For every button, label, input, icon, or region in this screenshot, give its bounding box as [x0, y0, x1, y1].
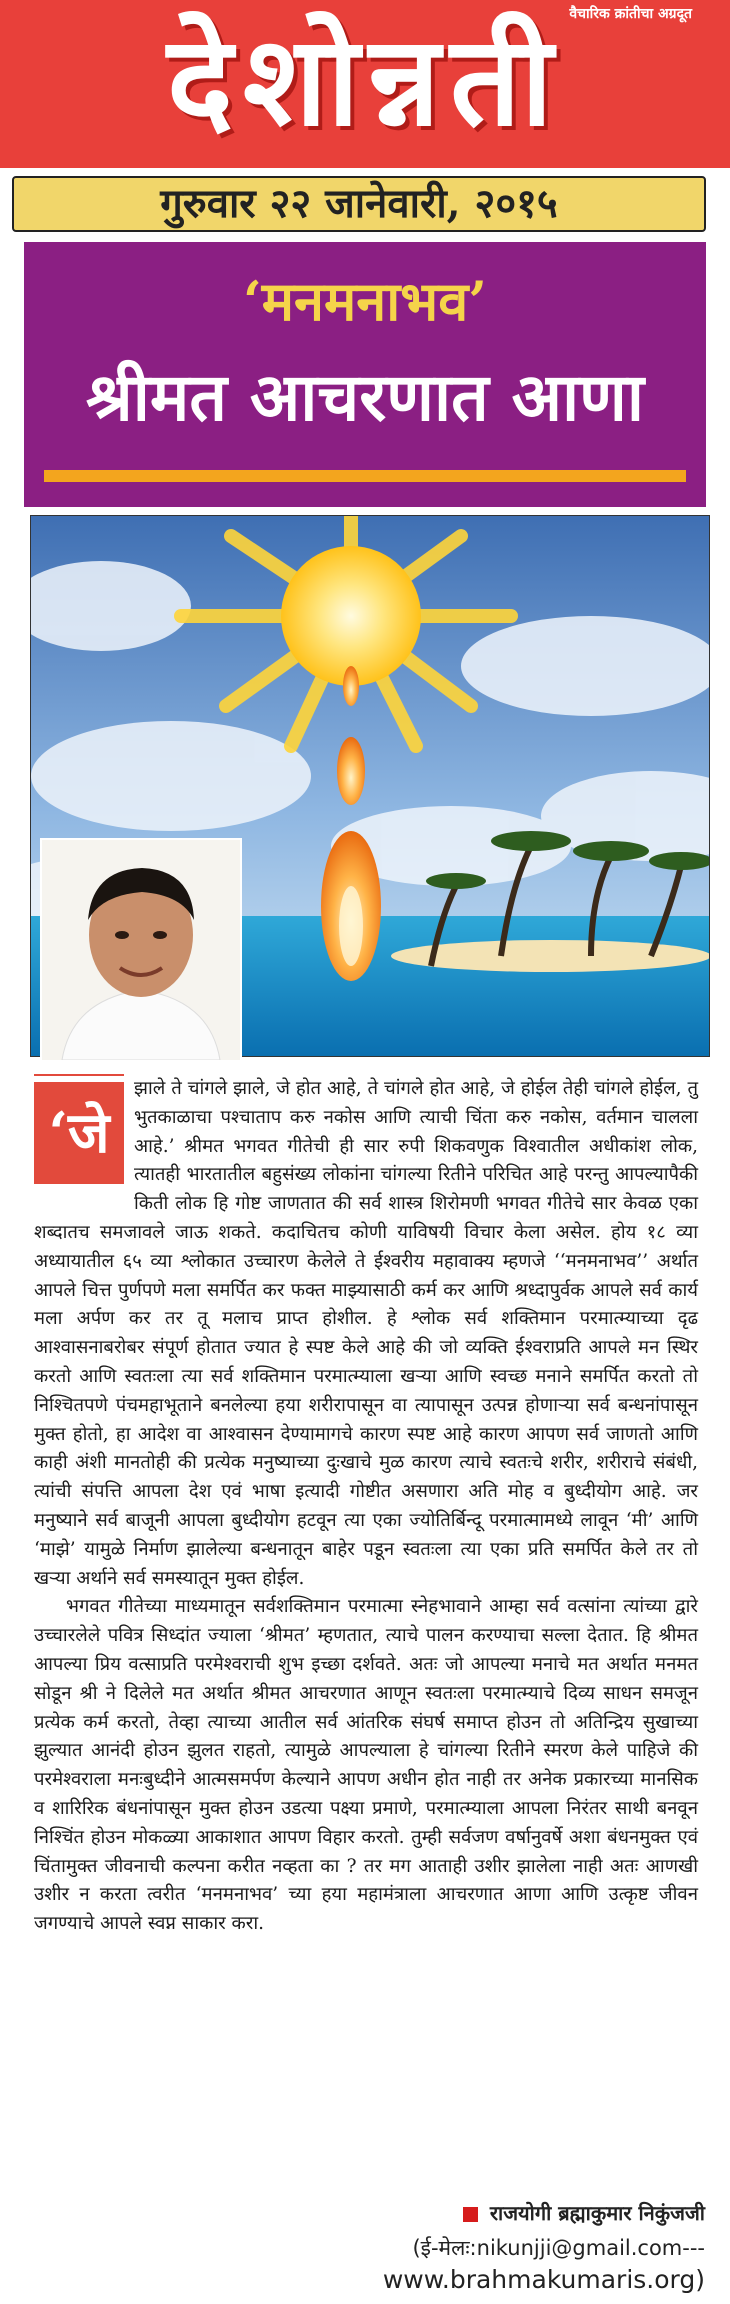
author-website: www.brahmakumaris.org)	[382, 2265, 705, 2294]
article-body	[34, 1075, 698, 1939]
dropcap-spacer	[34, 1075, 134, 1191]
article-paragraph-2: भगवत गीतेच्या माध्यमातून सर्वशक्तिमान परमात्मा स्नेहभावाने आम्हा सर्व वत्सांना त्यांच्या द्वारे उच्चारलेले पवित्र सिध्दांत ज्याला ‘श्रीमत’ म्हणतात, त्याचे पालन करण्याचा सल्ला देतात. हि श्रीमत आपल्या प्रिय वत्साप्रति परमेश्वराची शुभ इच्छा दर्शवते. अतः जो आपल्या मनाचे मत अर्थात मनमत सोडून श्री ने दिलेले मत अर्थात श्रीमत आचरणात आणून स्वतःला परमात्म्याचे दिव्य साधन समजून प्रत्येक कर्म करतो, तेव्हा त्याच्या आतील सर्व आंतरिक संघर्ष समाप्त होउन तो अतिन्द्रिय सुखाच्या झुल्यात आनंदी होउन झुलत राहतो, त्यामुळे आपल्याला हे चांगल्या रितीने स्मरण केले पाहिजे की परमेश्वराला मनःबुध्दीने आत्मसमर्पण केल्याने आपण अधीन होत नाही तर अनेक प्रकारच्या मानसिक व शारिरिक बंधनांपासून मुक्त होउन उडत्या पक्ष्या प्रमाणे, परमात्म्याला आपला निरंतर साथी बनवून निश्चिंत होउन मोकळ्या आकाशात आपण विहार करतो. तुम्ही सर्वजण वर्षानुवर्षे अशा बंधनमुक्त एवं चिंतामुक्त जीवनाची कल्पना करीत नव्हता का ? तर मग आताही उशीर झालेला नाही अतः आणखी उशीर न करता त्वरीत ‘मनमनाभव’ च्या हया महामंत्राला आचरणात आणा आणि उत्कृष्ट जीवन जगण्याचे आपले स्वप्न साकार करा.	[34, 1596, 698, 1935]
headline-underline	[44, 470, 686, 482]
author-email: (ई-मेलः:nikunjji@gmail.com---	[412, 2236, 705, 2260]
masthead-tagline: वैचारिक क्रांतीचा अग्रदूत	[569, 6, 692, 22]
newspaper-logo: देशोन्नती	[167, 9, 563, 154]
masthead	[0, 0, 730, 168]
headline-banner	[24, 242, 706, 507]
author-name: राजयोगी ब्रह्माकुमार निकुंजजी	[489, 2201, 705, 2225]
bullet-square-icon	[463, 2207, 478, 2222]
headline-title: श्रीमत आचरणात आणा	[86, 358, 644, 436]
article-paragraph-1: झाले ते चांगले झाले, जे होत आहे, ते चांगले होत आहे, जे होईल तेही चांगले होईल, तु भुतकाळाचा पश्चाताप करु नकोस आणि त्याची चिंता करु नकोस, वर्तमान चालला आहे.’ श्रीमत भगवत गीतेची ही सार रुपी शिकवणुक विश्वातील अधीकांश लोक, त्यातही भारतातील बहुसंख्य लोकांना चांगल्या रितीने परिचित आहे परन्तु आपल्यापैकी किती लोक हि गोष्ट जाणतात की सर्व शास्त्र शिरोमणी भगवत गीतेचे सार केवळ एका शब्दातच समजावले जाऊ शकते. कदाचितच कोणी याविषयी विचार केला असेल. होय १८ व्या अध्यायातील ६५ व्या श्लोकात उच्चारण केलेले ते ईश्वरीय महावाक्य म्हणजे ‘‘मनमनाभव’’ अर्थात आपले चित्त पुर्णपणे मला समर्पित कर फक्त माझ्यासाठी कर्म कर आणि श्रध्दापुर्वक आपले सर्व कार्य मला अर्पण कर तर तू मलाच प्राप्त होशील. हे श्लोक सर्व शक्तिमान परमात्म्याच्या दृढ आश्वासनाबरोबर संपूर्ण होतात ज्यात हे स्पष्ट केले आहे की जो व्यक्ति ईश्वराप्रति आपले मन स्थिर करतो आणि स्वतःला त्या सर्व शक्तिमान परमात्म्याला खऱ्या आणि स्वच्छ मनाने समर्पित करतो तो निश्चितपणे पंचमहाभूताने बनलेल्या हया शरीरापासून वा त्यापासून उत्पन्न होणाऱ्या सर्व बन्धनांपासून मुक्त होतो, हा आदेश वा आश्वासन देण्यामागचे कारण स्पष्ट आहे कारण आपण सर्व जाणतो आणि काही अंशी मानतोही की प्रत्येक मनुष्याच्या दुःखाचे मुळ कारण त्याचे स्वतःचे शरीर, शरीराचे संबंधी, त्यांची संपत्ति आपला देश एवं भाषा इत्यादी गोष्टीत असणारा अति मोह व बुध्दीयोग आहे. जर मनुष्याने सर्व बाजूनी आपला बुध्दीयोग हटवून त्या एका ज्योतिर्बिन्दू परमात्मामध्ये लावून ‘मी’ आणि ‘माझे’ यामुळे निर्माण झालेल्या बन्धनातून बाहेर पडून स्वतःला त्या एका प्रति समर्पित केले तर तो खऱ्या अर्थाने सर्व समस्यातून मुक्त होईल.	[34, 1078, 698, 1589]
headline-kicker: ‘मनमनाभव’	[242, 269, 488, 333]
author-photo	[40, 838, 242, 1062]
author-byline	[360, 2199, 705, 2226]
issue-date: गुरुवार २२ जानेवारी, २०१५	[12, 176, 706, 232]
dropcap: ‘जे	[34, 1082, 124, 1184]
